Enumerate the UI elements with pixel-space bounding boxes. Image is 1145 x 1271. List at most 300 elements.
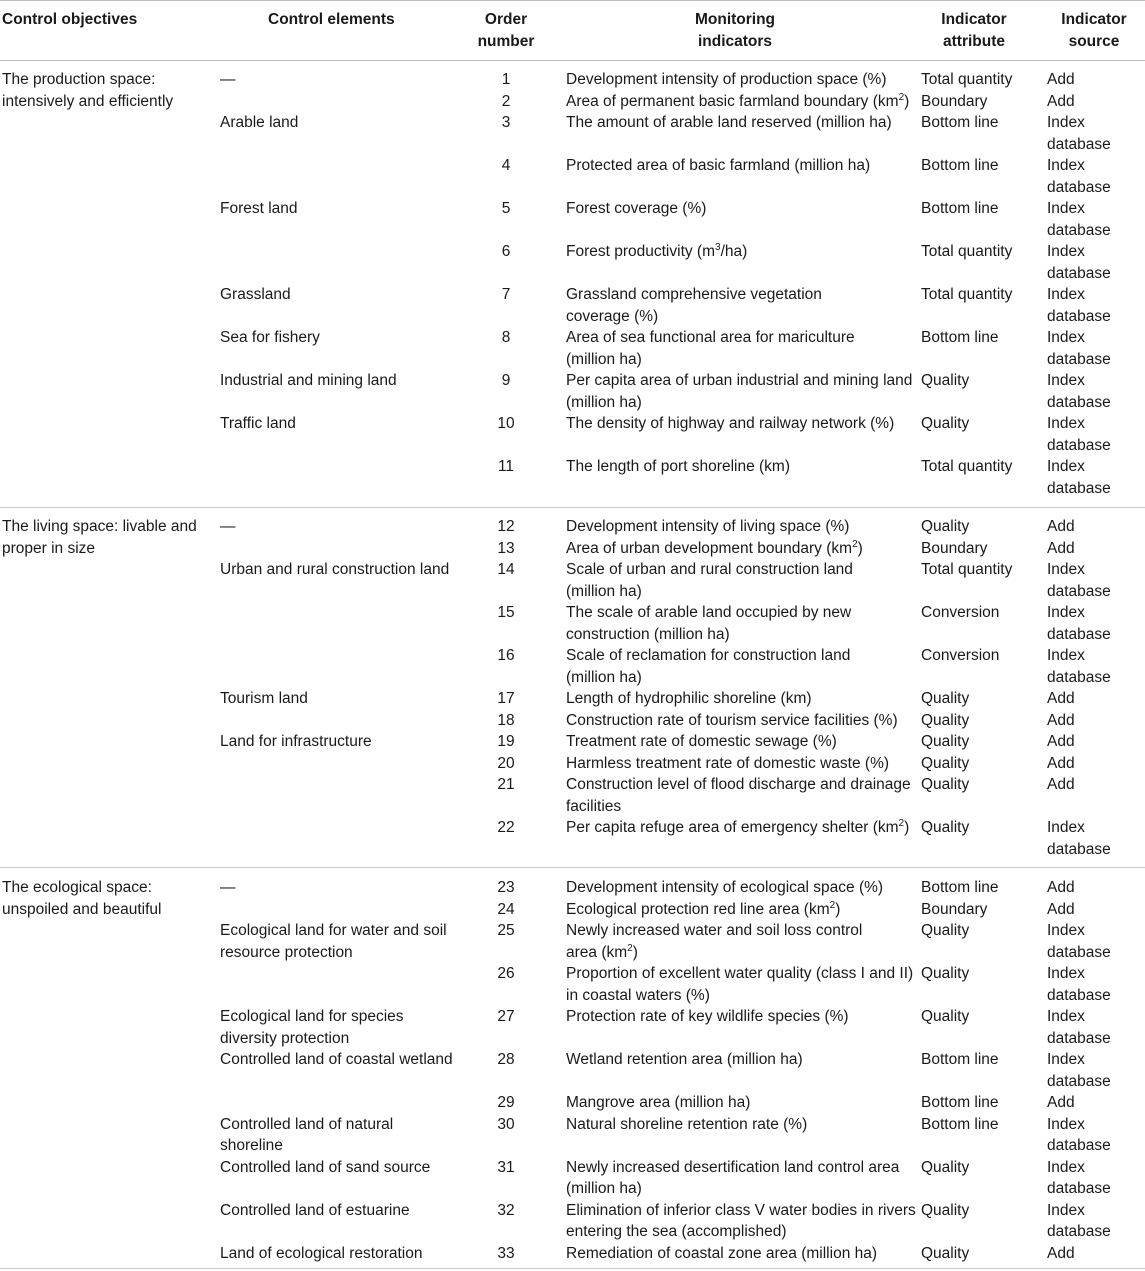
indicator-source-line: Index [1047,819,1085,836]
monitoring-indicator-line: Newly increased water and soil loss control [566,922,863,939]
indicator-attribute: Quality [921,965,970,982]
table-row [0,559,1145,602]
indicator-source-line: database [1047,479,1111,497]
indicator-attribute: Conversion [921,647,1000,664]
group-divider [0,867,1145,868]
indicator-source [1047,327,1111,370]
table-row [0,1157,1145,1200]
order-number: 18 [497,711,515,729]
indicator-attribute: Boundary [921,92,988,110]
indicator-attribute: Quality [921,1158,970,1176]
indicator-source-line: database [1047,1223,1111,1240]
table-row [0,241,1145,284]
monitoring-indicator-line: facilities [566,797,622,815]
indicator-attribute: Bottom line [921,1094,999,1111]
indicator-source-line: Index [1047,114,1085,131]
monitoring-indicator-line: Protected area of basic farmland (million ha) [566,157,871,174]
indicator-source [1047,1092,1075,1114]
table-row [0,710,1145,732]
table-row [0,899,1145,921]
monitoring-indicator-line: Per capita area of urban industrial and mining land [566,372,913,389]
indicator-attribute: Bottom line [921,200,999,217]
monitoring-indicator-line: (million ha) [566,350,642,368]
indicator-attribute: Bottom line [921,329,999,346]
control-objective-line: intensively and efficiently [2,92,174,110]
indicator-source [1047,559,1111,602]
order-number: 28 [497,1051,515,1068]
monitoring-indicator-line: Newly increased desertification land control area [566,1158,900,1176]
table-row [0,1243,1145,1265]
control-element-line: — [220,518,236,535]
indicator-source-line: database [1047,1180,1111,1197]
order-number: 10 [497,415,515,432]
monitoring-indicator [566,710,898,732]
monitoring-indicator [566,1243,877,1265]
monitoring-indicator-line: Remediation of coastal zone area (million ha) [566,1244,878,1262]
indicator-source [1047,710,1075,732]
indicator-attribute: Quality [921,922,970,939]
order-number: 24 [497,900,515,918]
indicator-source-line: Index [1047,965,1085,982]
indicator-source-line: Index [1047,458,1085,475]
order-number: 1 [501,71,511,88]
indicator-source [1047,1049,1111,1092]
indicator-source-line: Index [1047,415,1085,432]
control-element [220,877,236,899]
table-row [0,516,1145,538]
indicator-source [1047,1200,1111,1243]
monitoring-indicator-line: Development intensity of production space (%) [566,71,887,88]
monitoring-indicator [566,1006,849,1028]
control-element [220,920,447,963]
table-row [0,774,1145,817]
indicator-source [1047,602,1111,645]
table-row [0,731,1145,753]
control-element-line: Controlled land of sand source [220,1158,431,1176]
table-row [0,112,1145,155]
indicator-source [1047,1157,1111,1200]
order-number: 32 [497,1201,515,1219]
table-row [0,1092,1145,1114]
control-element-line: Traffic land [220,415,296,432]
table-row [0,284,1145,327]
monitoring-indicator-line: entering the sea (accomplished) [566,1223,787,1240]
control-element-line: Land for infrastructure [220,733,372,750]
group-divider [0,1268,1145,1269]
monitoring-indicator-line: Protection rate of key wildlife species (%) [566,1008,849,1025]
monitoring-indicator-line: Proportion of excellent water quality (class I and II) [566,965,914,982]
monitoring-indicator-line: Harmless treatment rate of domestic waste (%) [566,754,890,772]
table-row [0,1006,1145,1049]
table-row [0,327,1145,370]
table-row [0,963,1145,1006]
control-element-line: resource protection [220,943,353,961]
control-element [220,327,320,349]
indicator-source-line: Index [1047,1051,1085,1068]
indicator-source [1047,645,1111,688]
header-order-number: Order number [477,11,535,50]
indicator-source [1047,899,1075,921]
control-objective-line: The production space: [2,71,156,88]
control-element-line: Forest land [220,200,298,217]
monitoring-indicator-line: Area of sea functional area for mariculture [566,329,855,346]
indicator-source [1047,69,1075,91]
indicator-attribute: Boundary [921,900,988,918]
table-row [0,645,1145,688]
indicator-source [1047,155,1111,198]
indicator-source-line: Index [1047,286,1085,303]
control-element [220,731,372,753]
order-number: 6 [501,243,511,260]
monitoring-indicator-line: Construction level of flood discharge and drainage [566,776,911,793]
order-number: 31 [497,1158,515,1176]
indicator-source-line: Add [1047,1244,1075,1262]
indicator-source-line: Add [1047,92,1075,110]
monitoring-indicator-line: Treatment rate of domestic sewage (%) [566,733,837,750]
table-row [0,1114,1145,1157]
order-number: 25 [497,922,515,939]
indicator-source-line: Index [1047,561,1085,578]
monitoring-indicator-line: The density of highway and railway network (%) [566,415,895,432]
monitoring-indicator-line: Scale of reclamation for construction land [566,647,851,664]
monitoring-indicator-line: The amount of arable land reserved (million ha) [566,114,892,131]
monitoring-indicator [566,241,747,263]
monitoring-indicator-line: Area of permanent basic farmland boundary $(km^2)$ [566,91,910,110]
indicator-source-line: Index [1047,200,1085,217]
order-number: 2 [501,92,511,110]
monitoring-indicator [566,327,855,370]
indicator-source-line: database [1047,135,1111,153]
control-objective-line: The living space: livable and [2,518,197,535]
order-number: 16 [497,647,515,664]
control-element-line: Tourism land [220,690,308,707]
indicator-source [1047,516,1075,538]
monitoring-indicator-line: Per capita refuge area of emergency shelter $(km^2)$ [566,817,910,836]
indicator-source [1047,963,1111,1006]
control-element-line: — [220,879,236,896]
monitoring-indicator [566,1157,899,1200]
monitoring-indicator [566,602,851,645]
indicator-attribute: Conversion [921,604,1000,621]
indicator-attribute: Quality [921,690,970,707]
indicator-source-line: database [1047,307,1111,325]
indicator-source-line: Add [1047,539,1075,557]
indicator-source-line: Add [1047,711,1075,729]
order-number: 4 [501,157,511,174]
monitoring-indicator-line: Development intensity of living space (%) [566,518,850,535]
indicator-source [1047,774,1075,796]
monitoring-indicator-line: Ecological protection red line area $(km^2)$ [566,899,841,918]
control-element [220,284,291,306]
table-row [0,155,1145,198]
order-number: 27 [497,1008,515,1025]
control-objective-line: The ecological space: [2,879,152,896]
table-row [0,198,1145,241]
indicator-source [1047,456,1111,499]
monitoring-indicator-line: The scale of arable land occupied by new [566,604,852,621]
monitoring-indicator-line: Construction rate of tourism service facilities (%) [566,711,898,729]
order-number: 22 [497,819,515,836]
order-number: 15 [497,604,515,621]
indicator-attribute: Total quantity [921,71,1013,88]
monitoring-indicator [566,456,790,478]
order-number: 11 [497,458,515,475]
monitoring-indicator [566,413,894,435]
indicator-source [1047,284,1111,327]
indicator-source-line: Index [1047,1158,1085,1176]
indicator-source-line: database [1047,625,1111,643]
monitoring-indicator-line: (million ha) [566,668,642,686]
indicator-source-line: Index [1047,372,1085,389]
monitoring-indicator-line: Elimination of inferior class V water bodies in rivers [566,1201,916,1219]
control-element-line: Sea for fishery [220,329,320,346]
order-number: 8 [501,329,511,346]
indicator-attribute: Quality [921,711,970,729]
control-element-line: shoreline [220,1137,283,1154]
indicator-source [1047,731,1075,753]
indicator-source-line: Add [1047,754,1075,772]
order-number: 33 [497,1244,515,1262]
indicator-source-line: Add [1047,690,1075,707]
indicator-source [1047,1114,1111,1157]
monitoring-indicator [566,774,911,817]
table-row [0,1049,1145,1092]
table-row [0,817,1145,860]
indicator-source-line: Index [1047,922,1085,939]
monitoring-indicator-line: (million ha) [566,393,642,411]
monitoring-indicator-line: Scale of urban and rural construction land [566,561,853,578]
header-indicator-attribute: Indicator attribute [941,11,1007,50]
table-row [0,1200,1145,1243]
order-number: 21 [497,776,515,793]
control-objective-line: proper in size [2,539,96,557]
indicator-attribute: Quality [921,819,970,836]
indicator-source-line: database [1047,350,1111,368]
indicator-attribute: Total quantity [921,561,1013,578]
table-row [0,456,1145,499]
table-row [0,877,1145,899]
control-element-line: Controlled land of estuarine [220,1201,410,1219]
indicator-attribute: Bottom line [921,114,999,131]
indicator-attribute: Boundary [921,539,988,557]
indicator-attribute: Quality [921,1008,970,1025]
indicator-source-line: Index [1047,1008,1085,1025]
order-number: 19 [497,733,515,750]
monitoring-indicator [566,559,853,602]
monitoring-indicator [566,198,706,220]
control-element-line: Ecological land for water and soil [220,922,447,939]
indicator-source-line: database [1047,393,1111,411]
control-element [220,559,449,581]
monitoring-indicator [566,91,909,113]
header-monitoring-indicators: Monitoring indicators [694,11,776,50]
monitoring-indicator [566,112,892,134]
monitoring-indicator [566,963,913,1006]
group-divider [0,507,1145,508]
control-element-line: Arable land [220,114,299,131]
control-element [220,413,296,435]
monitoring-indicator-line: in coastal waters (%) [566,986,710,1004]
control-element [220,1243,423,1265]
monitoring-indicator [566,877,883,899]
table-row [0,602,1145,645]
indicator-source-line: Add [1047,1094,1075,1111]
indicator-attribute: Quality [921,518,970,535]
indicator-source-line: database [1047,986,1111,1004]
monitoring-indicator-line: Development intensity of ecological space (%) [566,879,884,896]
order-number: 3 [501,114,511,131]
indicator-source [1047,413,1111,456]
indicator-attribute: Total quantity [921,458,1013,475]
monitoring-indicator [566,1092,750,1114]
monitoring-indicator [566,688,812,710]
indicator-attribute: Quality [921,415,970,432]
indicator-attribute: Bottom line [921,1115,999,1133]
indicator-attribute: Quality [921,776,970,793]
control-element [220,1006,404,1049]
indicator-source-line: Index [1047,604,1085,621]
indicator-attribute: Quality [921,1201,970,1219]
control-element [220,1049,453,1071]
monitoring-indicator-line: Wetland retention area (million ha) [566,1051,803,1068]
indicator-attribute: Total quantity [921,243,1013,260]
monitoring-indicator [566,538,863,560]
indicator-source [1047,370,1111,413]
order-number: 14 [497,561,515,578]
order-number: 20 [497,754,515,772]
indicator-source-line: Index [1047,243,1085,260]
control-element-line: Grassland [220,286,291,303]
indicator-attribute: Bottom line [921,157,999,174]
indicator-source [1047,1006,1111,1049]
indicator-source-line: Add [1047,776,1075,793]
monitoring-indicator [566,1114,807,1136]
table-row [0,753,1145,775]
indicator-source-line: Index [1047,1115,1085,1133]
order-number: 12 [497,518,515,535]
monitoring-indicator-line: The length of port shoreline (km) [566,458,790,475]
order-number: 9 [501,372,511,389]
monitoring-indicator [566,899,840,921]
indicator-source-line: database [1047,1029,1111,1047]
control-element [220,1200,410,1222]
order-number: 30 [497,1115,515,1133]
table-header [0,0,1145,61]
indicator-source-line: Index [1047,647,1085,664]
control-element-line: — [220,71,236,88]
monitoring-indicator [566,817,909,839]
indicator-attribute: Quality [921,733,970,750]
monitoring-indicator-line: Grassland comprehensive vegetation [566,286,822,303]
indicator-source [1047,241,1111,284]
indicator-source-line: database [1047,178,1111,196]
indicator-source [1047,198,1111,241]
table-row [0,413,1145,456]
table-row [0,69,1145,91]
indicator-source-line: Add [1047,71,1075,88]
control-objective-line: unspoiled and beautiful [2,900,162,918]
control-element-line: Urban and rural construction land [220,561,450,578]
control-element [220,1157,430,1179]
indicator-source [1047,112,1111,155]
header-indicator-source: Indicator source [1061,11,1127,50]
monitoring-indicator [566,1049,803,1071]
indicator-source [1047,920,1111,963]
monitoring-indicator [566,370,912,413]
monitoring-indicator-line: area $(km^2)$ [566,942,638,961]
indicator-source-line: Add [1047,518,1075,535]
table-row [0,370,1145,413]
indicator-source [1047,817,1111,860]
monitoring-indicator-line: construction (million ha) [566,625,730,643]
monitoring-indicator-line: Natural shoreline retention rate (%) [566,1115,808,1133]
indicator-source [1047,688,1075,710]
table-row [0,688,1145,710]
indicator-attribute: Bottom line [921,1051,999,1068]
header-control-elements: Control elements [268,11,395,28]
monitoring-indicator [566,284,822,327]
header-control-objectives: Control objectives [2,11,138,28]
order-number: 13 [497,539,515,557]
indicator-source-line: Index [1047,157,1085,174]
control-element [220,198,298,220]
indicator-source-line: Add [1047,900,1075,918]
indicator-source-line: Index [1047,1201,1085,1219]
monitoring-indicator [566,516,849,538]
order-number: 5 [501,200,511,217]
indicator-source [1047,1243,1075,1265]
control-element-line: Controlled land of coastal wetland [220,1051,453,1068]
monitoring-indicator-line: Area of urban development boundary $(km^2)$ [566,538,863,557]
indicator-source-line: database [1047,840,1111,858]
control-element-line: Land of ecological restoration [220,1244,423,1262]
indicator-source-line: Add [1047,733,1075,750]
indicator-source-line: database [1047,1072,1111,1090]
control-element [220,370,397,392]
indicator-attribute: Quality [921,372,970,389]
indicator-attribute: Bottom line [921,879,999,896]
indicator-source [1047,877,1075,899]
table-row [0,91,1145,113]
order-number: 29 [497,1094,515,1111]
control-element [220,516,236,538]
order-number: 23 [497,879,515,896]
monitoring-indicator-line: Mangrove area (million ha) [566,1094,751,1111]
order-number: 17 [497,690,515,707]
control-element [220,112,298,134]
monitoring-indicator-line: Forest productivity $(m^3/ha)$ [566,241,748,260]
table-row [0,538,1145,560]
indicator-source-line: database [1047,582,1111,600]
control-element [220,688,308,710]
indicator-source-line: database [1047,1137,1111,1154]
monitoring-indicator-line: Forest coverage (%) [566,200,707,217]
monitoring-indicator [566,753,889,775]
control-element [220,69,236,91]
indicator-source-line: database [1047,221,1111,239]
monitoring-indicator-line: coverage (%) [566,307,659,325]
control-element-line: Industrial and mining land [220,372,397,389]
order-number: 7 [501,286,511,303]
control-element [220,1114,393,1157]
monitoring-indicator [566,645,850,688]
indicator-attribute: Quality [921,754,970,772]
indicator-attribute: Total quantity [921,286,1013,303]
indicator-source-line: Index [1047,329,1085,346]
indicator-source [1047,753,1075,775]
monitoring-indicator-line: (million ha) [566,582,642,600]
indicator-attribute: Quality [921,1244,970,1262]
